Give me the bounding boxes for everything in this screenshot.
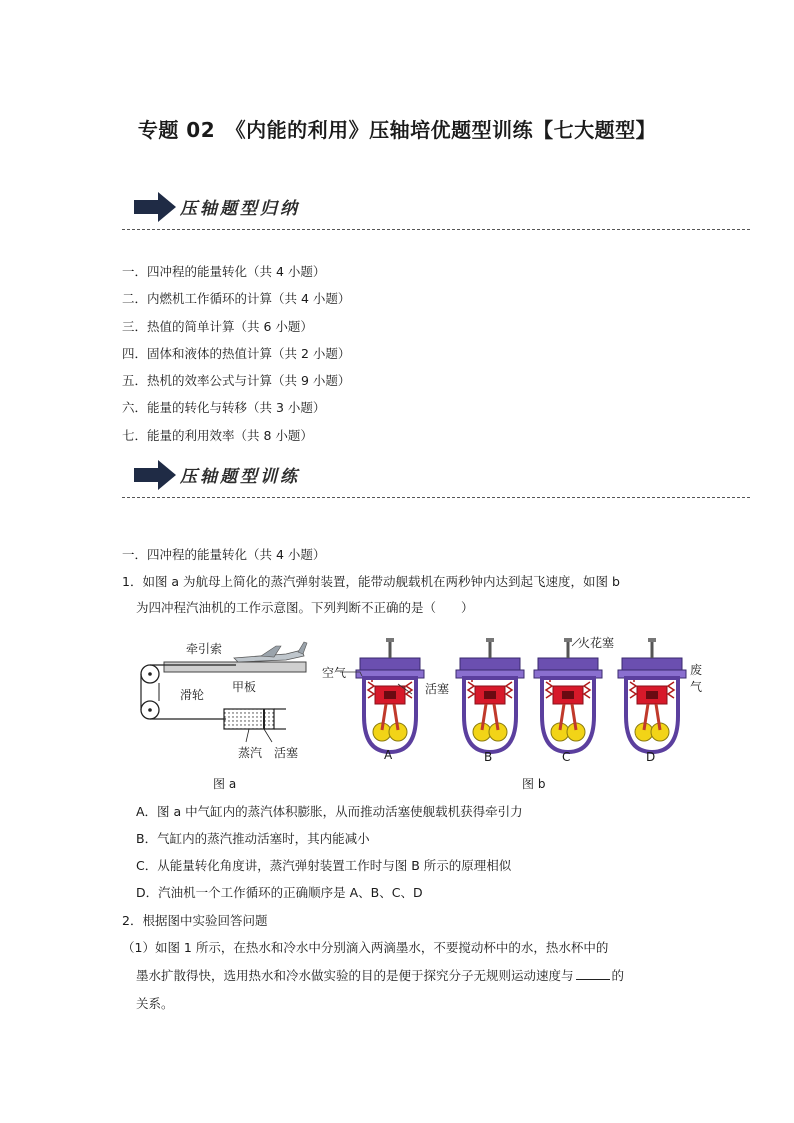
question-1-line: 1．如图 a 为航母上简化的蒸汽弹射装置，能带动舰载机在两秒钟内达到起飞速度，如图 b bbox=[122, 574, 620, 589]
answer-blank[interactable] bbox=[576, 979, 610, 980]
section-heading: 一．四冲程的能量转化（共 4 小题） bbox=[122, 547, 326, 562]
topic-item: 七．能量的利用效率（共 8 小题） bbox=[122, 427, 313, 443]
topic-list bbox=[122, 262, 350, 453]
engine-label-c: C bbox=[562, 750, 571, 764]
topic-item: 三．热值的简单计算（共 6 小题） bbox=[122, 318, 313, 334]
label-rope: 牵引索 bbox=[186, 642, 223, 656]
question-2-line: 2．根据图中实验回答问题 bbox=[122, 913, 268, 928]
topic-item: 五．热机的效率公式与计算（共 9 小题） bbox=[122, 373, 351, 389]
arrow-icon bbox=[134, 460, 176, 490]
engine-label-b: B bbox=[484, 750, 493, 764]
figure-b-engine-strokes bbox=[340, 632, 700, 762]
figure-a-caption: 图 a bbox=[213, 777, 237, 791]
section-banner-summary bbox=[122, 188, 750, 230]
label-steam: 蒸汽 bbox=[238, 746, 263, 760]
option-d: D．汽油机一个工作循环的正确顺序是 A、B、C、D bbox=[136, 885, 423, 900]
engine-b bbox=[456, 638, 524, 752]
page-title: 专题 02 《内能的利用》压轴培优题型训练【七大题型】 bbox=[137, 118, 657, 142]
label-piston-b: 活塞 bbox=[425, 682, 450, 696]
topic-item: 二．内燃机工作循环的计算（共 4 小题） bbox=[122, 291, 351, 307]
figure-b-caption: 图 b bbox=[522, 777, 546, 791]
question-2-line: （1）如图 1 所示，在热水和冷水中分别滴入两滴墨水，不要搅动杯中的水，热水杯中的 bbox=[122, 940, 609, 955]
question-2-line: 关系。 bbox=[136, 996, 174, 1011]
option-b: B．气缸内的蒸汽推动活塞时，其内能减小 bbox=[136, 831, 370, 846]
banner-title: 压轴题型归纳 bbox=[180, 199, 300, 219]
label-piston: 活塞 bbox=[274, 746, 299, 760]
topic-item: 六．能量的转化与转移（共 3 小题） bbox=[122, 400, 326, 416]
airplane-icon bbox=[234, 642, 307, 662]
engine-label-a: A bbox=[384, 748, 393, 762]
question-2-line: 墨水扩散得快，选用热水和冷水做实验的目的是便于探究分子无规则运动速度与 的 bbox=[136, 968, 625, 983]
section-banner-training bbox=[122, 456, 750, 498]
option-a: A．图 a 中气缸内的蒸汽体积膨胀，从而推动活塞使舰载机获得牵引力 bbox=[136, 804, 523, 819]
banner-title: 压轴题型训练 bbox=[180, 467, 300, 487]
label-deck: 甲板 bbox=[232, 680, 257, 694]
engine-label-d: D bbox=[646, 750, 656, 764]
label-pulley: 滑轮 bbox=[180, 688, 205, 702]
topic-item: 四．固体和液体的热值计算（共 2 小题） bbox=[122, 345, 351, 361]
engine-a bbox=[356, 638, 424, 752]
engine-c bbox=[534, 638, 602, 752]
label-exhaust: 废气 bbox=[690, 663, 703, 694]
label-spark-plug: 火花塞 bbox=[578, 636, 615, 650]
option-c: C．从能量转化角度讲，蒸汽弹射装置工作时与图 B 所示的原理相似 bbox=[136, 858, 512, 873]
topic-item: 一．四冲程的能量转化（共 4 小题） bbox=[122, 264, 326, 279]
label-air: 空气 bbox=[322, 666, 347, 680]
question-1-line: 为四冲程汽油机的工作示意图。下列判断不正确的是（ ） bbox=[136, 600, 474, 615]
engine-d bbox=[618, 638, 686, 752]
arrow-icon bbox=[134, 192, 176, 222]
divider bbox=[122, 229, 750, 230]
divider bbox=[122, 497, 750, 498]
